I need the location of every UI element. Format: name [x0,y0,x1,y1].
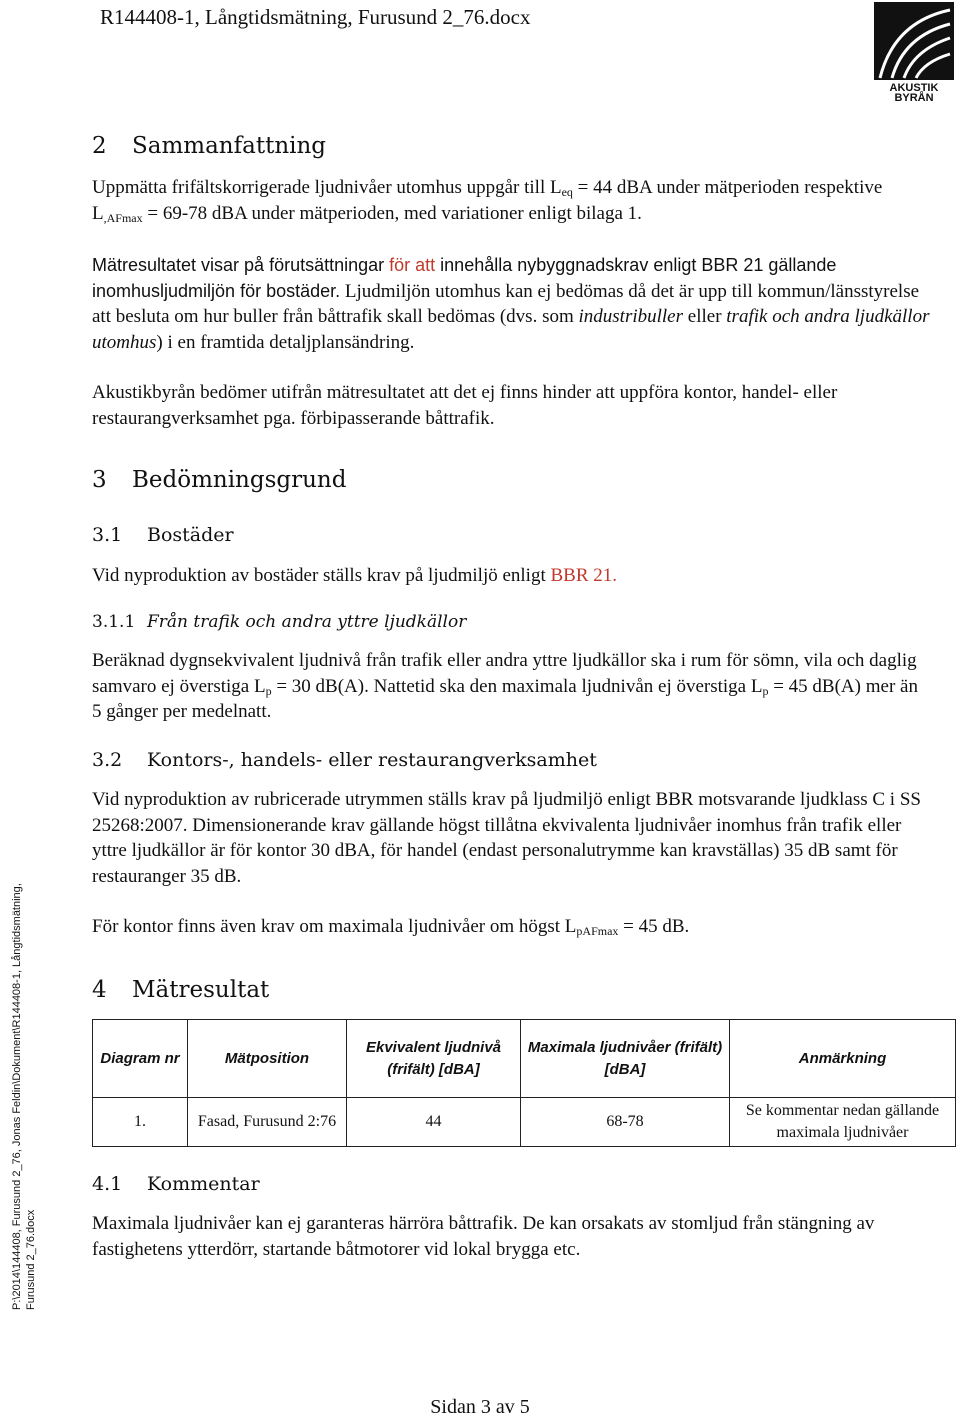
table-header-cell: Mätposition [188,1020,347,1098]
file-path-line1: P:\2014\144408, Furusund 2_76, Jonas Feldin\Dokument\R144408-1, Långtidsmätning, [11,883,23,1310]
file-path-line2: Furusund 2_76.docx [25,1209,37,1310]
table-cell: 68-78 [521,1098,730,1147]
logo-graphic [874,2,954,102]
heading-kommentar: 4.1 Kommentar [92,1173,260,1195]
page-number: Sidan 3 av 5 [430,1396,530,1418]
table-cell: Fasad, Furusund 2:76 [188,1098,347,1147]
summary-paragraph-2: Mätresultatet visar på förutsättningar för att innehålla nybyggnadskrav enligt BBR 21 gällande inomhusljudmiljön för bostäder. Ljudmiljön utomhus kan ej bedömas då det är upp till kommun/länsstyrelse att besluta om hur buller från båttrafik skall bedömas (dvs. som industribuller eller trafik och andra ljudkällor utomhus) i en framtida detaljplansändring. [92,255,930,353]
heading-fran-trafik: 3.1.1 Från trafik och andra yttre ljudkällor [92,612,467,632]
heading-bedomningsgrund: 3 Bedömningsgrund [92,467,347,493]
heading-sammanfattning: 2 Sammanfattning [92,133,327,159]
measurement-table [92,1019,956,1147]
kontor-paragraph-1: Vid nyproduktion av rubricerade utrymmen ställs krav på ljudmiljö enligt BBR motsvarande ljudklass C i SS 25268:2007. Dimensionerande krav gällande högst tillåtna ekvivalenta ljudnivåer inomhus från trafik eller yttre ljudkällor är för kontor 30 dBA, för handel (endast personalutrymme kan kravställas) 35 dB samt för restauranger 35 dB. [92,789,921,887]
table-header-cell: Ekvivalent ljudnivå (frifält) [dBA] [347,1020,521,1098]
trafik-paragraph: Beräknad dygnsekvivalent ljudnivå från trafik eller andra yttre ljudkällor ska i rum för sömn, vila och daglig samvaro ej överstiga $L_p = 30$ dB(A). Nattetid ska den maximala ljudnivån ej överstiga $L_p = 45$ dB(A) mer än 5 gånger per medelnatt. [92,650,918,722]
table-cell: 1. [93,1098,188,1147]
kommentar-paragraph: Maximala ljudnivåer kan ej garanteras härröra båttrafik. De kan orsakats av stomljud från stängning av fastighetens ytterdörr, startande båtmotorer vid lokal brygga etc. [92,1213,875,1260]
logo-text-line1: AKUSTIK [889,82,939,94]
heading-bostader: 3.1 Bostäder [92,524,234,546]
kontor-paragraph-2: För kontor finns även krav om maximala ljudnivåer om högst $L_{pAFmax} = 45$ dB. [92,916,690,938]
document-header-title: R144408-1, Långtidsmätning, Furusund 2_76.docx [100,5,531,29]
table-header-row [93,1020,956,1098]
heading-matresultat: 4 Mätresultat [92,977,270,1003]
heading-kontor-handel: 3.2 Kontors-, handels- eller restaurangverksamhet [92,749,597,771]
table-cell: 44 [347,1098,521,1147]
table-header-cell: Diagram nr [93,1020,188,1098]
file-path-sidebar [10,880,50,1310]
table-row [93,1098,956,1147]
table-cell: Se kommentar nedan gällande maximala ljudnivåer [730,1098,956,1147]
table-header-cell: Maximala ljudnivåer (frifält) [dBA] [521,1020,730,1098]
summary-paragraph-3: Akustikbyrån bedömer utifrån mätresultatet att det ej finns hinder att uppföra kontor, handel- eller restaurangverksamhet pga. förbipasserande båttrafik. [92,382,838,429]
akustikbyran-logo [874,2,954,102]
logo-text-line2: BYRÅN [894,92,934,102]
summary-paragraph-1: Uppmätta frifältskorrigerade ljudnivåer utomhus uppgår till $L_{eq} = 44$ dBA under mätperioden respektive $L_{,AFmax} = 69-78$ dBA under mätperioden, med variationer enligt bilaga 1. [92,177,883,225]
bostader-paragraph: Vid nyproduktion av bostäder ställs krav på ljudmiljö enligt BBR 21. [92,565,618,586]
table-header-cell: Anmärkning [730,1020,956,1098]
